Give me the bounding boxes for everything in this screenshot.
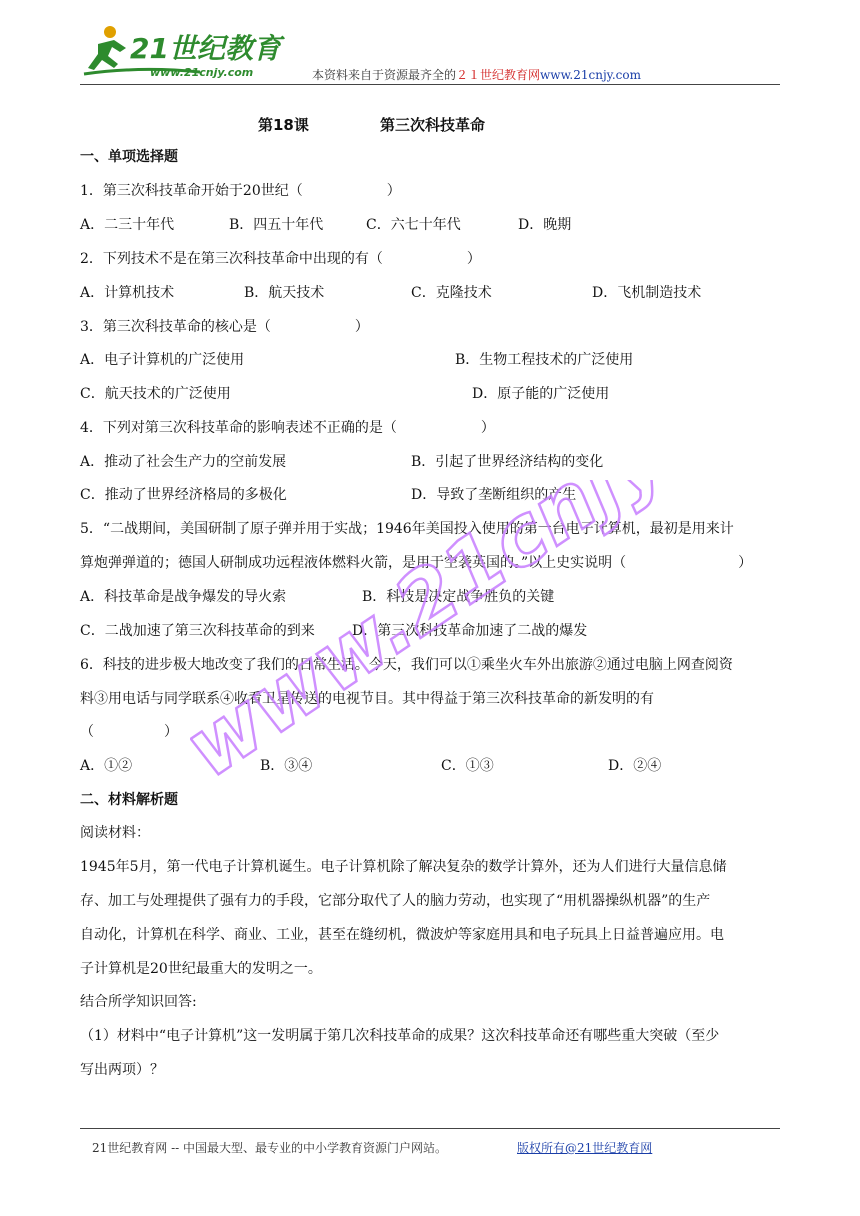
header-note-site: ２１世纪教育网 (456, 68, 541, 82)
q2-option-c: C．克隆技术 (411, 285, 492, 301)
q1-option-b: B．四五十年代 (229, 217, 324, 233)
q5-option-c: C．二战加速了第三次科技革命的到来 (80, 623, 315, 639)
q4-option-d: D．导致了垄断组织的产生 (411, 487, 577, 503)
q2-stem: 2．下列技术不是在第三次科技革命中出现的有（ ） (80, 251, 481, 267)
material-intro: 阅读材料： (80, 825, 150, 841)
q6-stem-line2: 料③用电话与同学联系④收看卫星传送的电视节目。其中得益于第三次科技革命的新发明的有 (80, 691, 654, 707)
q6-stem-line1: 6．科技的进步极大地改变了我们的日常生活。今天，我们可以①乘坐火车外出旅游②通过电脑上网查阅资 (80, 657, 733, 673)
q6-answer-blank: （ ） (80, 724, 178, 740)
q2-option-a: A．计算机技术 (80, 285, 175, 301)
q3-option-b: B．生物工程技术的广泛使用 (455, 352, 634, 368)
logo-url: www.21cnjy.com (150, 66, 254, 79)
material-line-4: 子计算机是20世纪最重大的发明之一。 (80, 961, 322, 977)
logo-text: 21世纪教育 (130, 32, 281, 65)
q4-option-a: A．推动了社会生产力的空前发展 (80, 454, 287, 470)
footer-site-description: 21世纪教育网 -- 中国最大型、最专业的中小学教育资源门户网站。 (92, 1141, 448, 1155)
question-prompt: 结合所学知识回答: (80, 994, 197, 1010)
site-logo (80, 22, 290, 80)
material-line-3: 自动化，计算机在科学、商业、工业，甚至在缝纫机，微波炉等家庭用具和电子玩具上日益普遍应用。电 (80, 927, 724, 943)
material-line-2: 存、加工与处理提供了强有力的手段，它部分取代了人的脑力劳动，也实现了“用机器操纵机器”的生产 (80, 893, 711, 909)
q4-stem: 4．下列对第三次科技革命的影响表述不正确的是（ ） (80, 420, 495, 436)
watermark-text: www.21cnjy.com (190, 480, 710, 797)
q5-option-d: D．第三次科技革命加速了二战的爆发 (352, 623, 588, 639)
q6-option-a: A．①② (80, 758, 133, 774)
q1-option-c: C．六七十年代 (366, 217, 461, 233)
q2-option-b: B．航天技术 (244, 285, 325, 301)
footer-copyright-link[interactable]: 版权所有@21世纪教育网 (517, 1141, 653, 1155)
header-note (312, 66, 641, 83)
q3-option-c: C．航天技术的广泛使用 (80, 386, 231, 402)
q3-stem: 3．第三次科技革命的核心是（ ） (80, 319, 369, 335)
lesson-title: 第三次科技革命 (380, 116, 486, 134)
header-note-url[interactable]: www.21cnjy.com (540, 68, 641, 82)
q5-stem-line1: 5．“二战期间，美国研制了原子弹并用于实战；1946年美国投入使用的第一台电子计算机，最初是用来计 (80, 521, 734, 537)
q6-option-b: B．③④ (260, 758, 313, 774)
q3-option-d: D．原子能的广泛使用 (472, 386, 610, 402)
section2-heading: 二、材料解析题 (80, 792, 178, 808)
q5-option-a: A．科技革命是战争爆发的导火索 (80, 589, 287, 605)
footer-divider (80, 1128, 780, 1129)
q4-option-c: C．推动了世界经济格局的多极化 (80, 487, 287, 503)
q6-option-c: C．①③ (441, 758, 494, 774)
section1-heading: 一、单项选择题 (80, 149, 178, 165)
q1-option-a: A．二三十年代 (80, 217, 175, 233)
q1-option-d: D．晚期 (518, 217, 572, 233)
q6-option-d: D．②④ (608, 758, 662, 774)
lesson-number: 第18课 (258, 116, 309, 134)
q5-option-b: B．科技是决定战争胜负的关键 (362, 589, 555, 605)
sub-question-1-line1: （1）材料中“电子计算机”这一发明属于第几次科技革命的成果？这次科技革命还有哪些重大突破（至少 (80, 1028, 720, 1044)
q4-option-b: B．引起了世界经济结构的变化 (411, 454, 604, 470)
header-note-prefix: 本资料来自于资源最齐全的 (312, 68, 457, 82)
q2-option-d: D．飞机制造技术 (592, 285, 702, 301)
q3-option-a: A．电子计算机的广泛使用 (80, 352, 245, 368)
q1-stem: 1．第三次科技革命开始于20世纪（ ） (80, 183, 401, 199)
q5-stem-line2: 算炮弹弹道的；德国人研制成功远程液体燃料火箭，是用于空袭英国的。”以上史实说明（ ） (80, 555, 753, 571)
sub-question-1-line2: 写出两项）？ (80, 1062, 164, 1078)
header-divider (80, 84, 780, 85)
material-line-1: 1945年5月，第一代电子计算机诞生。电子计算机除了解决复杂的数学计算外，还为人们进行大量信息储 (80, 859, 727, 875)
